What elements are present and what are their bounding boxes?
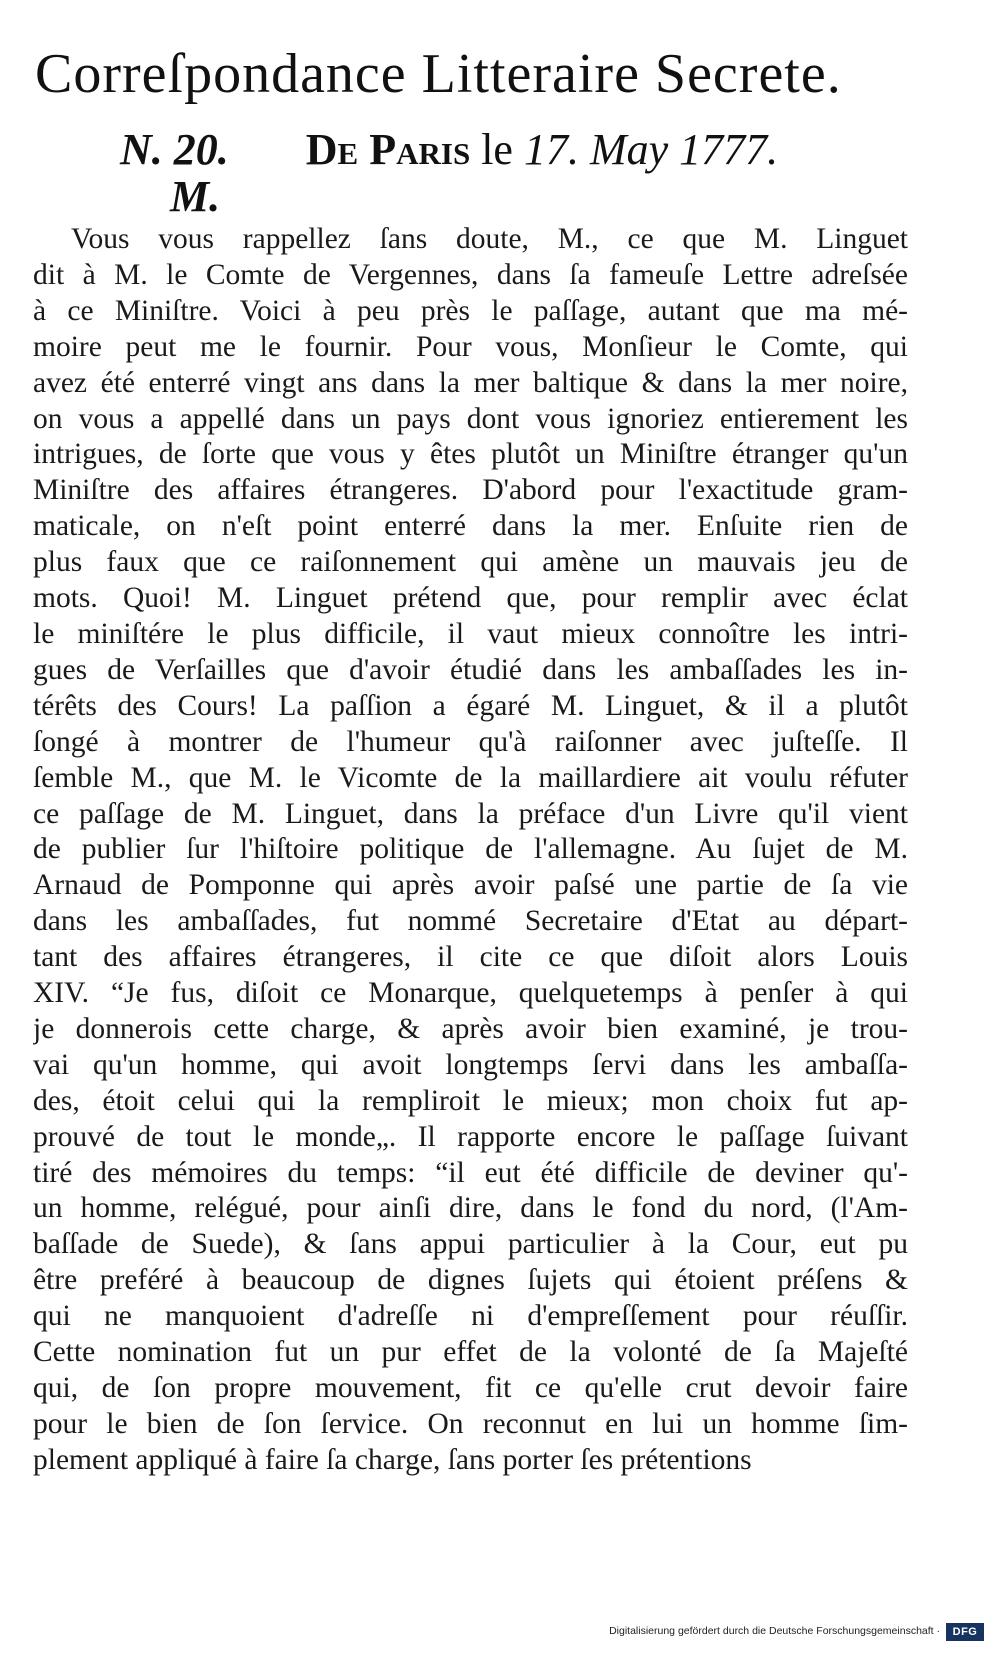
- text-line: plus faux que ce raiſonnement qui amène un mauvais jeu de: [33, 546, 908, 579]
- issue-dateline: [120, 125, 778, 175]
- text-line: dans les ambaſſades, fut nommé Secretaire d'Etat au départ-: [33, 905, 908, 938]
- text-line: ſongé à montrer de l'humeur qu'à raiſonner avec juſteſſe. Il: [33, 725, 908, 758]
- text-line: Arnaud de Pomponne qui après avoir paſsé une partie de ſa vie: [33, 869, 908, 902]
- letter-body: [33, 222, 908, 1479]
- text-line: moire peut me le fournir. Pour vous, Monſieur le Comte, qui: [33, 330, 908, 363]
- text-line: qui ne manquoient d'adreſſe ni d'empreſſement pour réuſſir.: [33, 1300, 908, 1333]
- text-line: on vous a appellé dans un pays dont vous ignoriez entierement les: [33, 402, 908, 435]
- issue-number: N. 20.: [120, 125, 229, 174]
- text-line: tant des affaires étrangeres, il cite ce que diſoit alors Louis: [33, 941, 908, 974]
- text-line: dit à M. le Comte de Vergennes, dans ſa fameuſe Lettre adreſsée: [33, 258, 908, 291]
- text-line: tiré des mémoires du temps: “il eut été difficile de deviner qu'-: [33, 1156, 908, 1189]
- text-line: qui, de ſon propre mouvement, fit ce qu'elle crut devoir faire: [33, 1372, 908, 1404]
- text-line: gues de Verſailles que d'avoir étudié dans les ambaſſades les in-: [33, 653, 908, 686]
- text-line: maticale, on n'eſt point enterré dans la mer. Enſuite rien de: [33, 510, 908, 543]
- digitization-credit: Digitalisierung gefördert durch die Deutsche Forschungsgemeinschaft ·: [609, 1625, 940, 1637]
- text-line: ce paſſage de M. Linguet, dans la préface d'un Livre qu'il vient: [33, 797, 908, 830]
- text-line: Cette nomination fut un pur effet de la volonté de ſa Majeſté: [33, 1336, 908, 1369]
- dateline-place: [306, 125, 524, 174]
- dateline-place-suffix: le: [481, 125, 513, 174]
- text-line: un homme, relégué, pour ainſi dire, dans le fond du nord, (l'Am-: [33, 1192, 908, 1225]
- text-line: plement appliqué à faire ſa charge, ſans porter ſes prétentions: [33, 1443, 752, 1476]
- text-line: baſſade de Suede), & ſans appui particulier à la Cour, eut pu: [33, 1228, 908, 1261]
- text-line: térêts des Cours! La paſſion a égaré M. Linguet, & il a plutôt: [33, 689, 908, 722]
- text-line: vai qu'un homme, qui avoit longtemps ſervi dans les ambaſſa-: [33, 1048, 908, 1081]
- text-line: mots. Quoi! M. Linguet prétend que, pour remplir avec éclat: [33, 582, 908, 615]
- journal-title: Correſpondance Litteraire Secrete.: [35, 43, 842, 105]
- text-line: des, étoit celui qui la rempliroit le mieux; mon choix fut ap-: [33, 1084, 908, 1117]
- text-line: pour le bien de ſon ſervice. On reconnut en lui un homme ſim-: [33, 1407, 908, 1440]
- text-line: intrigues, de ſorte que vous y êtes plutôt un Miniſtre étranger qu'un: [33, 438, 908, 471]
- text-line: à ce Miniſtre. Voici à peu près le paſſage, autant que ma mé-: [33, 294, 908, 327]
- text-line: ſemble M., que M. le Vicomte de la maillardiere ait voulu réfuter: [33, 761, 908, 794]
- dfg-logo: DFG: [946, 1623, 984, 1641]
- text-line: Miniſtre des affaires étrangeres. D'abord pour l'exactitude gram-: [33, 474, 908, 507]
- text-line: avez été enterré vingt ans dans la mer baltique & dans la mer noire,: [33, 366, 908, 399]
- text-line: Vous vous rappellez ſans doute, M., ce que M. Linguet: [71, 223, 908, 255]
- issue-date: 17. May 1777.: [523, 125, 779, 174]
- salutation: M.: [170, 172, 221, 221]
- dateline-place-prefix: De Paris: [305, 125, 471, 174]
- text-line: prouvé de tout le monde„. Il rapporte encore le paſſage ſuivant: [33, 1120, 908, 1153]
- text-line: je donnerois cette charge, & après avoir bien examiné, je trou-: [33, 1012, 908, 1045]
- text-line: être preféré à beaucoup de dignes ſujets qui étoient préſens &: [33, 1264, 908, 1297]
- text-line: XIV. “Je fus, diſoit ce Monarque, quelquetemps à penſer à qui: [33, 977, 908, 1010]
- text-line: de publier ſur l'hiſtoire politique de l'allemagne. Au ſujet de M.: [33, 833, 908, 866]
- text-line: le miniſtére le plus difficile, il vaut mieux connoître les intri-: [33, 617, 908, 650]
